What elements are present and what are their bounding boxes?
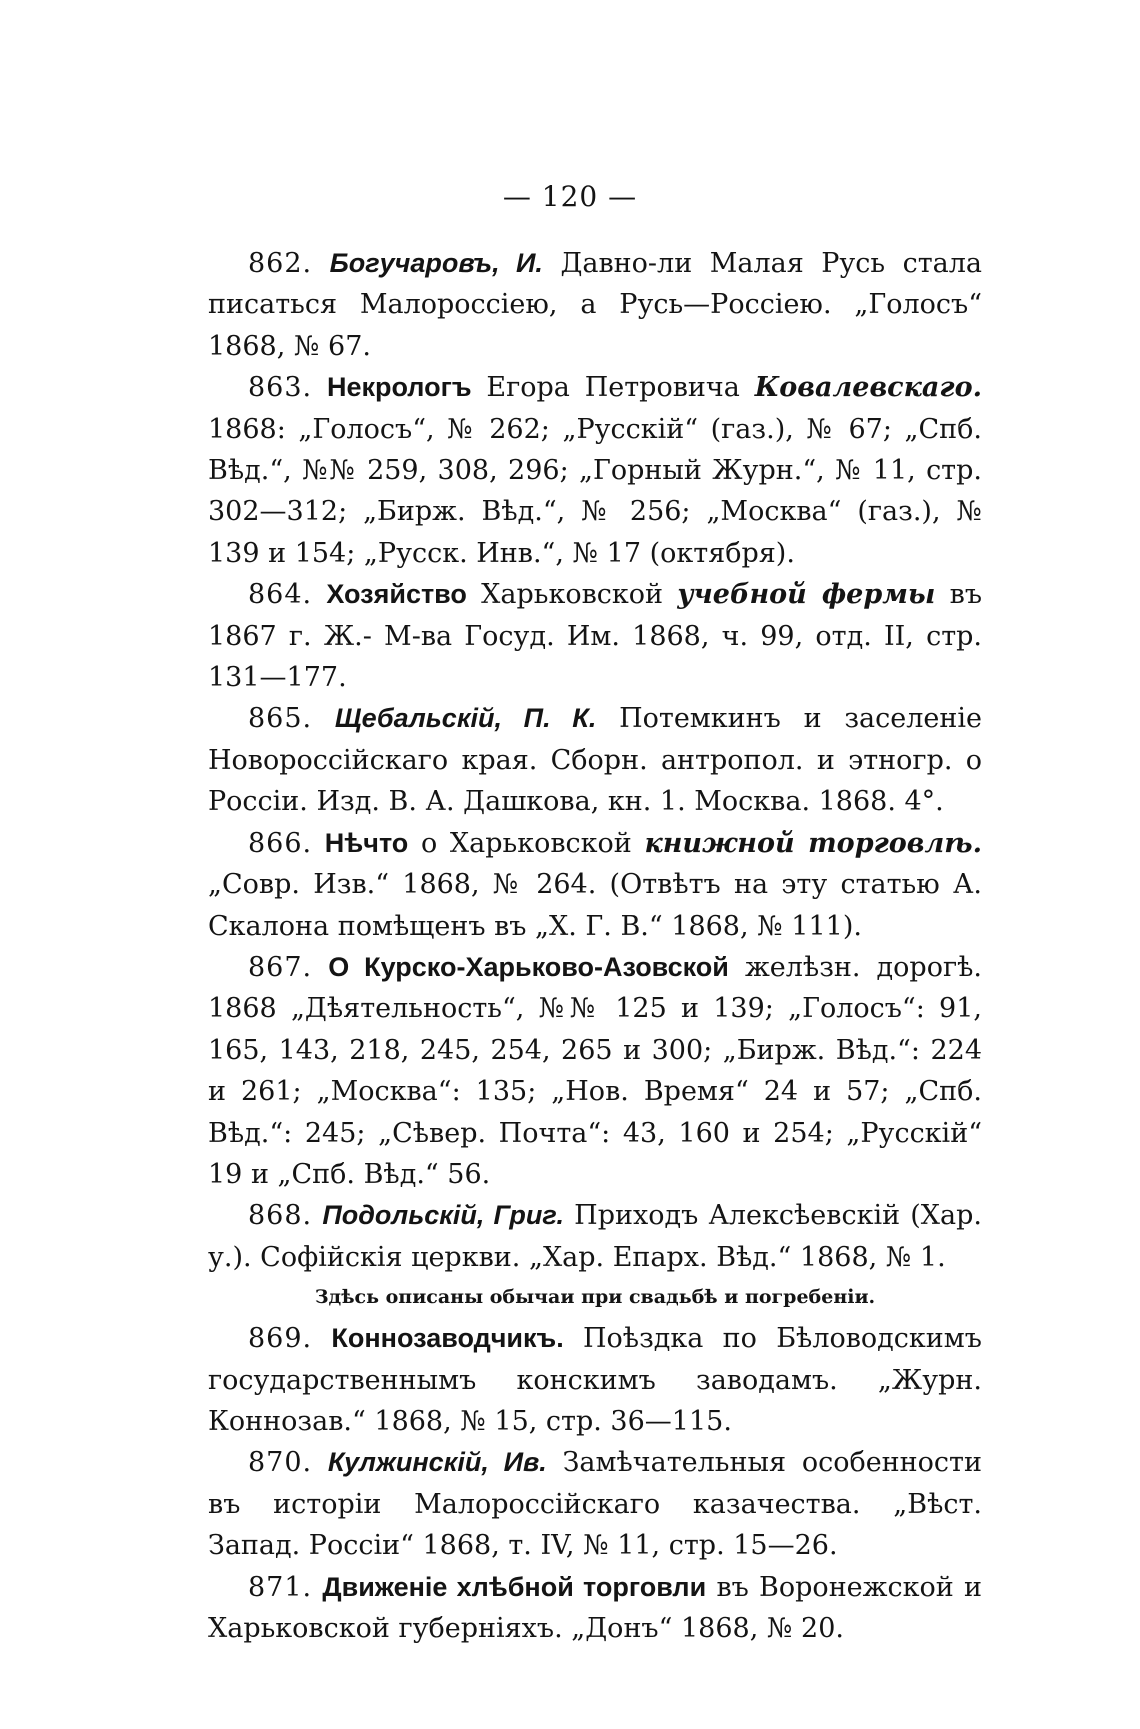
bibliography-entry-863 [208,367,982,574]
entry-text: въ 1867 г. Ж.- М-ва Госуд. Им. 1868, ч. 99, отд. II, стр. 131—177. [208,579,983,694]
entry-number: 871. [248,1571,313,1603]
entry-author: Кулжинскій, Ив. [327,1447,547,1478]
entry-text: Потемкинъ и заселеніе Новороссійскаго края. Сборн. антропол. и этногр. о Россіи. Изд. В. А. Дашкова, кн. 1. Москва. 1868. 4°. [208,703,982,818]
bibliography-entry-867 [208,947,982,1195]
entry-pre-text: о Харьковской [420,827,632,859]
entry-author: Подольскій, Григ. [322,1200,564,1231]
entry-text: въ Воронежской и Харьковской губерніяхъ. „Донъ“ 1868, № 20. [208,1571,982,1644]
bibliography-entry-871 [208,1567,982,1650]
entry-emphasis: Ковалевскаго. [754,372,982,404]
entry-heading: О Курско-Харьково-Азовской [328,951,729,982]
bibliography-entry-862 [208,243,982,367]
bibliography-entry-866 [208,823,982,947]
entry-text: 1868: „Голосъ“, № 262; „Русскій“ (газ.), № 67; „Спб. Вѣд.“, №№ 259, 308, 296; „Горный Журн.“, № 11, стр. 302—312; „Бирж. Вѣд.“, № 256; „Москва“ (газ.), № 139 и 154; „Русск. Инв.“, № 17 (октября). [208,413,982,569]
entry-number: 866. [248,827,313,859]
bibliography-list [208,243,982,1649]
entry-author: Щебальскій, П. К. [334,703,597,734]
entry-text: „Совр. Изв.“ 1868, № 264. (Отвѣтъ на эту статью А. Скалона помѣщенъ въ „Х. Г. В.“ 1868, № 111). [208,869,982,942]
entry-note: Здѣсь описаны обычаи при свадьбѣ и погребеніи. [314,1286,876,1309]
entry-text: Замѣчательныя особенности въ исторіи Малороссійскаго казачества. „Вѣст. Запад. Россіи“ 1868, т. IV, № 11, стр. 15—26. [208,1447,982,1562]
entry-pre-text: Харьковской [481,579,664,611]
entry-emphasis: книжной торговлѣ. [644,827,983,859]
entry-heading: Нѣчто [324,827,409,858]
bibliography-entry-865 [208,698,982,822]
entry-author: Богучаровъ, И. [329,248,543,278]
entry-heading: Коннозаводчикъ. [331,1323,564,1354]
entry-text: Давно-ли Малая Русь стала писаться Малороссіею, а Русь—Россіею. „Голосъ“ 1868, № 67. [208,248,982,362]
entry-number: 863. [248,372,313,404]
entry-text: Поѣздка по Бѣловодскимъ государственнымъ конскимъ заводамъ. „Журн. Коннозав.“ 1868, № 15, стр. 36—115. [208,1323,982,1437]
bibliography-entry-870 [208,1442,982,1566]
bibliography-entry-864 [208,574,982,698]
entry-text: желѣзн. дорогѣ. 1868 „Дѣятельность“, №№ 125 и 139; „Голосъ“: 91, 165, 143, 218, 245, 254, 265 и 300; „Бирж. Вѣд.“: 224 и 261; „Москва“: 135; „Нов. Время“ 24 и 57; „Спб. Вѣд.“: 245; „Сѣвер. Почта“: 43, 160 и 254; „Русскій“ 19 и „Спб. Вѣд.“ 56. [208,951,982,1190]
entry-heading: Движеніе хлѣбной торговли [322,1571,707,1602]
entry-heading: Некрологъ [326,372,472,403]
entry-number: 867. [248,951,313,983]
entry-pre-text: Егора Петровича [486,372,740,404]
entry-number: 864. [248,579,313,611]
entry-number: 868. [248,1200,313,1232]
entry-number: 870. [248,1447,313,1479]
entry-emphasis: учебной фермы [677,579,936,611]
entry-number: 862. [248,248,313,279]
entry-number: 869. [248,1323,313,1355]
entry-heading: Хозяйство [326,579,467,610]
page-number: — 120 — [502,180,638,213]
entry-text: Приходъ Алексѣевскій (Хар. у.). Софійскія церкви. „Хар. Епарх. Вѣд.“ 1868, № 1. [208,1200,982,1273]
entry-number: 865. [248,703,313,735]
bibliography-entry-869 [208,1318,982,1442]
bibliography-entry-868 [208,1195,982,1278]
